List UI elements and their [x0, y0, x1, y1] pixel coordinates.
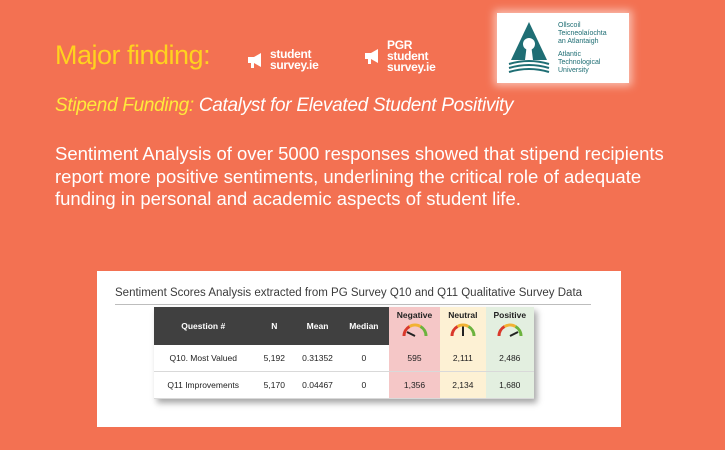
atu-line2: Teicneolaíochta	[558, 29, 607, 37]
atu-logo	[497, 13, 629, 83]
body-paragraph: Sentiment Analysis of over 5000 responses showed that stipend recipients report more positive sentiments, underlining the critical role of adequate funding in personal and academic aspects of student life.	[55, 143, 664, 209]
table-title: Sentiment Scores Analysis extracted from PG Survey Q10 and Q11 Qualitative Survey Data	[115, 287, 583, 299]
subtitle	[55, 95, 513, 117]
cell-negative: 595	[389, 345, 440, 372]
atu-line6: University	[558, 66, 589, 74]
table-header-row	[154, 307, 534, 345]
megaphone-icon	[363, 47, 383, 65]
subtitle-rest: Catalyst for Elevated Student Positivity	[193, 95, 514, 116]
atu-line5: Technological	[558, 58, 601, 66]
header-negative-label: Negative	[396, 310, 433, 320]
atu-emblem-icon	[507, 20, 551, 76]
megaphone-icon	[246, 51, 266, 69]
sentiment-table	[154, 307, 534, 399]
header-question: Question #	[154, 307, 252, 345]
negative-gauge-icon	[402, 323, 428, 338]
title-divider	[115, 304, 591, 305]
cell-question: Q10. Most Valued	[154, 345, 252, 372]
cell-positive: 1,680	[486, 372, 534, 399]
positive-gauge-icon	[497, 323, 523, 338]
cell-negative: 1,356	[389, 372, 440, 399]
cell-median: 0	[339, 372, 389, 399]
cell-positive: 2,486	[486, 345, 534, 372]
cell-neutral: 2,111	[440, 345, 485, 372]
logo1-line2: survey.ie	[270, 58, 319, 72]
header-median: Median	[339, 307, 389, 345]
atu-line1: Ollscoil	[558, 21, 581, 29]
cell-mean: 0.04467	[296, 372, 339, 399]
logo1-line1: student	[270, 47, 312, 61]
atu-line3: an Atlantaigh	[558, 37, 599, 45]
logo2-line3: survey.ie	[387, 59, 436, 74]
sentiment-table-card	[97, 271, 621, 427]
studentsurvey-logo	[246, 46, 318, 74]
logo2-line1: PGR	[387, 37, 413, 52]
header-negative	[389, 307, 440, 345]
logo2-line2: student	[387, 48, 429, 63]
header-positive	[486, 307, 534, 345]
pgr-studentsurvey-logo	[363, 37, 436, 74]
cell-median: 0	[339, 345, 389, 372]
subtitle-highlight: Stipend Funding:	[55, 95, 194, 116]
header-positive-label: Positive	[493, 310, 527, 320]
cell-mean: 0.31352	[296, 345, 339, 372]
header-neutral-label: Neutral	[448, 310, 478, 320]
neutral-gauge-icon	[450, 323, 476, 338]
header-n: N	[252, 307, 296, 345]
cell-n: 5,170	[252, 372, 296, 399]
table-row	[154, 372, 534, 399]
atu-line4: Atlantic	[558, 50, 581, 58]
table-row	[154, 345, 534, 372]
header-mean: Mean	[296, 307, 339, 345]
cell-neutral: 2,134	[440, 372, 485, 399]
cell-n: 5,192	[252, 345, 296, 372]
major-finding-heading: Major finding:	[55, 40, 211, 70]
header-neutral	[440, 307, 485, 345]
cell-question: Q11 Improvements	[154, 372, 252, 399]
